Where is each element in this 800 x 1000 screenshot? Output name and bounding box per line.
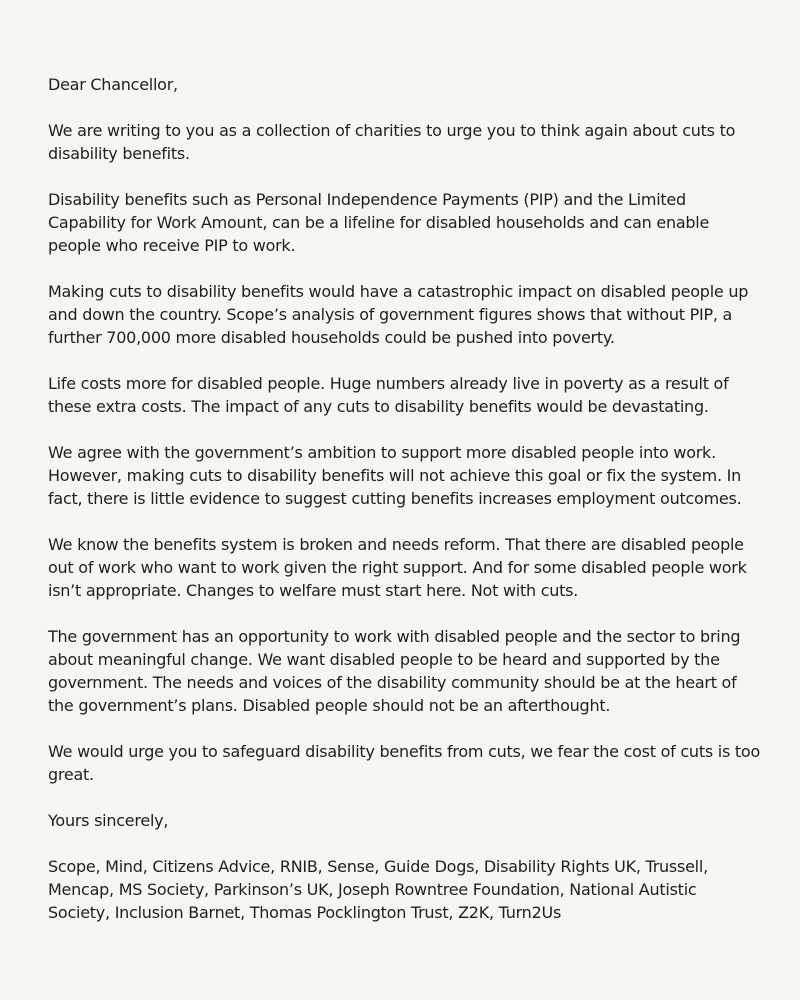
paragraph-3: Making cuts to disability benefits would have a catastrophic impact on disabled people up and down the country. Scope’s analysis of government figures shows that without PIP, a further 700,000 more disabled households could be pushed into poverty. <box>48 282 749 347</box>
closing: Yours sincerely, <box>48 811 169 830</box>
paragraph-8: We would urge you to safeguard disability benefits from cuts, we fear the cost of cuts is too great. <box>48 742 760 784</box>
paragraph-1: We are writing to you as a collection of charities to urge you to think again about cuts to disability benefits. <box>48 121 736 163</box>
paragraph-4: Life costs more for disabled people. Huge numbers already live in poverty as a result of these extra costs. The impact of any cuts to disability benefits would be devastating. <box>48 374 729 416</box>
paragraph-7: The government has an opportunity to work with disabled people and the sector to bring about meaningful change. We want disabled people to be heard and supported by the government. The needs and voices of the disability community should be at the heart of the government’s plans. Disabled people should not be an afterthought. <box>48 627 741 715</box>
paragraph-2: Disability benefits such as Personal Independence Payments (PIP) and the Limited Capability for Work Amount, can be a lifeline for disabled households and can enable people who receive PIP to work. <box>48 190 710 255</box>
letter-body <box>48 73 760 924</box>
salutation: Dear Chancellor, <box>48 75 178 94</box>
signatories: Scope, Mind, Citizens Advice, RNIB, Sense, Guide Dogs, Disability Rights UK, Trussell, Mencap, MS Society, Parkinson’s UK, Joseph Rowntree Foundation, National Autistic Society, Inclusion Barnet, Thomas Pocklington Trust, Z2K, Turn2Us <box>48 857 708 922</box>
paragraph-5: We agree with the government’s ambition to support more disabled people into work. However, making cuts to disability benefits will not achieve this goal or fix the system. In fact, there is little evidence to suggest cutting benefits increases employment outcomes. <box>48 443 742 508</box>
paragraph-6: We know the benefits system is broken and needs reform. That there are disabled people out of work who want to work given the right support. And for some disabled people work isn’t appropriate. Changes to welfare must start here. Not with cuts. <box>48 535 747 600</box>
